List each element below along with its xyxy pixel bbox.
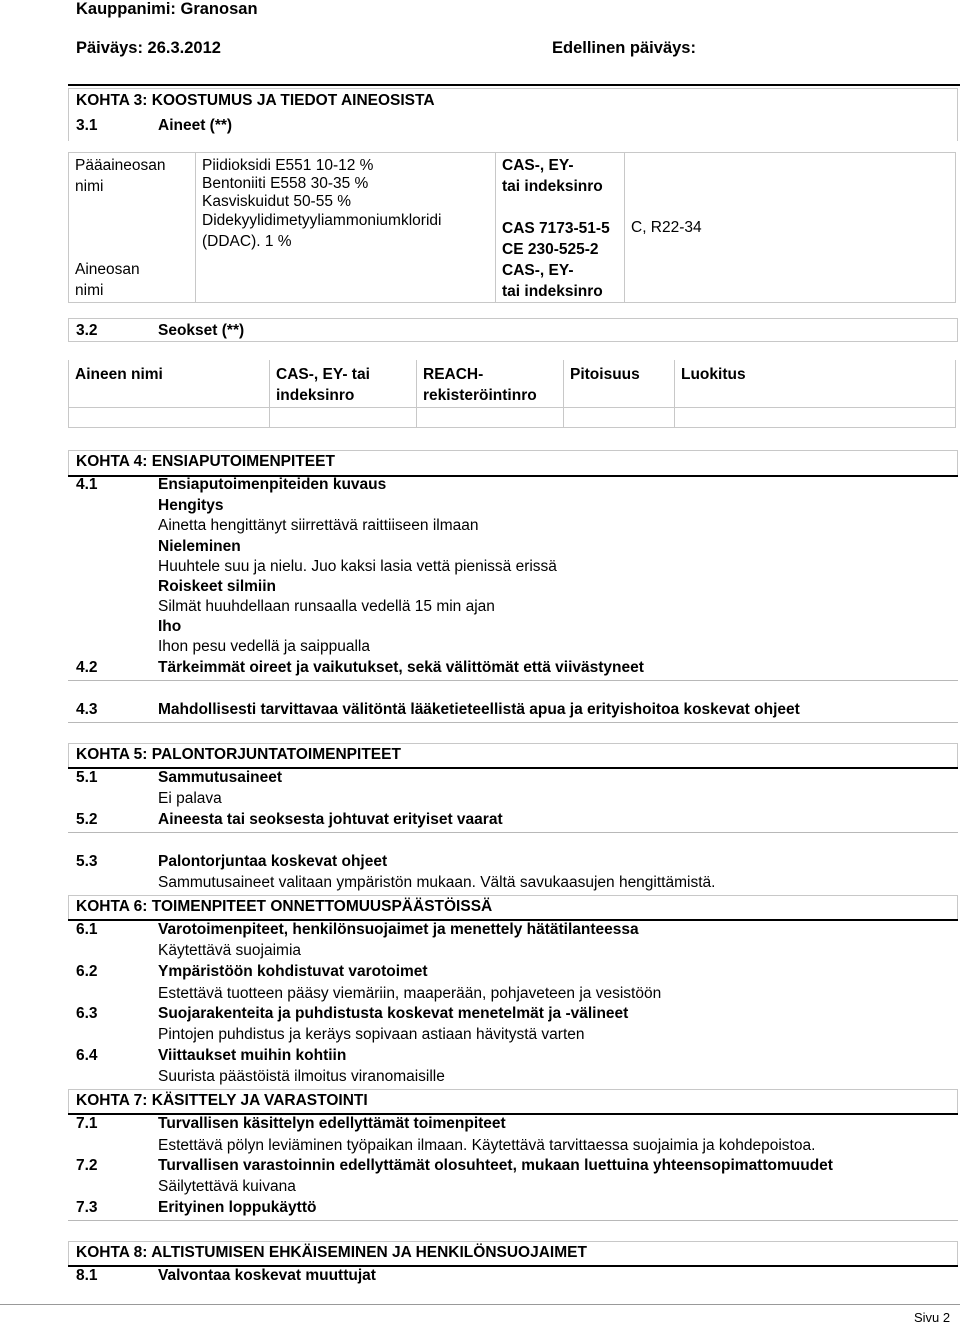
page-number: Sivu 2: [914, 1310, 951, 1325]
previous-date: Edellinen päiväys:: [552, 39, 696, 57]
skin-text: Ihon pesu vedellä ja saippualla: [158, 638, 370, 655]
section-4-2-title: Tärkeimmät oireet ja vaikutukset, sekä välittömät että viivästyneet: [158, 659, 644, 676]
section-4-3-rule: [68, 722, 958, 723]
section-7-2-number: 7.2: [76, 1157, 98, 1174]
classification-value: C, R22-34: [631, 219, 702, 236]
section-7-1-text: Estettävä pölyn leviäminen työpaikan ilmaan. Käytettävä tarvittaessa suojaimia ja kohdepoistoa.: [158, 1137, 816, 1154]
section-7-title: KOHTA 7: KÄSITTELY JA VARASTOINTI: [76, 1092, 368, 1109]
section-5-1-title: Sammutusaineet: [158, 769, 283, 786]
section-6-1-title: Varotoimenpiteet, henkilönsuojaimet ja menettely hätätilanteessa: [158, 921, 639, 938]
ingredient-label-2: nimi: [75, 282, 104, 299]
trade-name: Kauppanimi: Granosan: [76, 0, 258, 18]
main-ingredient-cell: [69, 153, 196, 303]
main-ingredient-label-1: Pääaineosan: [75, 157, 166, 174]
section-4-3-title: Mahdollisesti tarvittavaa välitöntä lääketieteellistä apua ja erityishoitoa koskevat ohjeet: [158, 701, 800, 718]
ingredient-label-1: Aineosan: [75, 261, 140, 278]
section-7-3-rule: [68, 1220, 958, 1221]
section-3-title: KOHTA 3: KOOSTUMUS JA TIEDOT AINEOSISTA: [76, 92, 435, 109]
ingredient-item: Didekyylidimetyyliammoniumkloridi: [202, 212, 442, 229]
section-4-3-number: 4.3: [76, 701, 98, 718]
section-7-1-title: Turvallisen käsittelyn edellyttämät toimenpiteet: [158, 1115, 506, 1132]
skin-heading: Iho: [158, 618, 182, 635]
mix-header-reach-1: REACH-: [423, 366, 484, 383]
ingredient-item: Bentoniiti E558 30-35 %: [202, 175, 369, 192]
section-5-1-text: Ei palava: [158, 790, 222, 807]
classification-cell: [625, 153, 956, 303]
mix-cell: [270, 407, 417, 427]
ingredients-cell: [196, 153, 496, 303]
section-6-title: KOHTA 6: TOIMENPITEET ONNETTOMUUSPÄÄSTÖISSÄ: [76, 898, 493, 915]
section-5-2-title: Aineesta tai seoksesta johtuvat erityiset vaarat: [158, 811, 503, 828]
section-5-3-title: Palontorjuntaa koskevat ohjeet: [158, 853, 388, 870]
section-6-2-title: Ympäristöön kohdistuvat varotoimet: [158, 963, 428, 980]
section-4-2-rule: [68, 680, 958, 681]
header-rule: [68, 84, 960, 86]
section-5-2-number: 5.2: [76, 811, 98, 828]
section-6-2-number: 6.2: [76, 963, 98, 980]
section-5-1-number: 5.1: [76, 769, 98, 786]
section-7-3-number: 7.3: [76, 1199, 98, 1216]
cas-label-4: tai indeksinro: [502, 283, 603, 300]
cas-label-3: CAS-, EY-: [502, 262, 574, 279]
ingestion-heading: Nieleminen: [158, 538, 241, 555]
inhalation-text: Ainetta hengittänyt siirrettävä raittiiseen ilmaan: [158, 517, 479, 534]
cas-number: CAS 7173-51-5: [502, 220, 610, 237]
mix-header-cas: [270, 360, 417, 407]
mix-header-classification: [675, 360, 956, 407]
section-6-4-number: 6.4: [76, 1047, 98, 1064]
section-3-2-title: Seokset (**): [158, 322, 245, 339]
section-6-1-text: Käytettävä suojaimia: [158, 942, 302, 959]
ce-number: CE 230-525-2: [502, 241, 599, 258]
section-8-title: KOHTA 8: ALTISTUMISEN EHKÄISEMINEN JA HENKILÖNSUOJAIMET: [76, 1244, 587, 1261]
section-6-2-text: Estettävä tuotteen pääsy viemäriin, maaperään, pohjaveteen ja vesistöön: [158, 985, 662, 1002]
section-8-1-title: Valvontaa koskevat muuttujat: [158, 1267, 376, 1284]
section-6-3-text: Pintojen puhdistus ja keräys sopivaan astiaan hävitystä varten: [158, 1026, 585, 1043]
section-7-2-text: Säilytettävä kuivana: [158, 1178, 296, 1195]
mix-header-cas-2: indeksinro: [276, 387, 355, 404]
mix-header-concentration-text: Pitoisuus: [570, 366, 640, 383]
section-6-1-number: 6.1: [76, 921, 98, 938]
eye-contact-heading: Roiskeet silmiin: [158, 578, 277, 595]
mix-header-name: [69, 360, 270, 407]
section-7-2-title: Turvallisen varastoinnin edellyttämät olosuhteet, mukaan luettuina yhteensopimattomuudet: [158, 1157, 833, 1174]
section-5-title: KOHTA 5: PALONTORJUNTATOIMENPITEET: [76, 746, 401, 763]
section-4-2-number: 4.2: [76, 659, 98, 676]
date: Päiväys: 26.3.2012: [76, 39, 221, 57]
mix-header-cas-1: CAS-, EY- tai: [276, 366, 370, 383]
mix-cell: [417, 407, 564, 427]
section-7-3-title: Erityinen loppukäyttö: [158, 1199, 317, 1216]
ingredient-item: Piidioksidi E551 10-12 %: [202, 157, 374, 174]
ingestion-text: Huuhtele suu ja nielu. Juo kaksi lasia vettä pienissä erissä: [158, 558, 557, 575]
section-5-3-text: Sammutusaineet valitaan ympäristön mukaan. Vältä savukaasujen hengittämistä.: [158, 874, 716, 891]
section-7-1-number: 7.1: [76, 1115, 98, 1132]
cas-label-1: CAS-, EY-: [502, 157, 574, 174]
mix-header-name-text: Aineen nimi: [75, 366, 163, 383]
mix-cell: [564, 407, 675, 427]
inhalation-heading: Hengitys: [158, 497, 224, 514]
ingredient-item: (DDAC). 1 %: [202, 233, 292, 250]
mixtures-table: [68, 360, 956, 428]
ingredient-item: Kasviskuidut 50-55 %: [202, 193, 352, 210]
section-4-1-title: Ensiaputoimenpiteiden kuvaus: [158, 476, 387, 493]
section-6-4-title: Viittaukset muihin kohtiin: [158, 1047, 347, 1064]
section-3-1-number: 3.1: [76, 117, 98, 134]
section-8-1-number: 8.1: [76, 1267, 98, 1284]
section-4-1-number: 4.1: [76, 476, 98, 493]
section-3-2-number: 3.2: [76, 322, 98, 339]
eye-contact-text: Silmät huuhdellaan runsaalla vedellä 15 min ajan: [158, 598, 495, 615]
mix-header-classification-text: Luokitus: [681, 366, 746, 383]
cas-cell: [496, 153, 625, 303]
section-6-3-title: Suojarakenteita ja puhdistusta koskevat menetelmät ja -välineet: [158, 1005, 629, 1022]
mix-cell: [675, 407, 956, 427]
section-4-title: KOHTA 4: ENSIAPUTOIMENPITEET: [76, 453, 335, 470]
main-ingredient-label-2: nimi: [75, 178, 104, 195]
mix-header-reach: [417, 360, 564, 407]
substances-table: [68, 152, 956, 303]
footer-rule: [0, 1304, 960, 1305]
mix-cell: [69, 407, 270, 427]
mix-header-concentration: [564, 360, 675, 407]
section-3-1-title: Aineet (**): [158, 117, 233, 134]
mix-header-reach-2: rekisteröintinro: [423, 387, 537, 404]
section-5-2-rule: [68, 832, 958, 833]
section-5-3-number: 5.3: [76, 853, 98, 870]
section-6-4-text: Suurista päästöistä ilmoitus viranomaisille: [158, 1068, 445, 1085]
section-6-3-number: 6.3: [76, 1005, 98, 1022]
cas-label-2: tai indeksinro: [502, 178, 603, 195]
